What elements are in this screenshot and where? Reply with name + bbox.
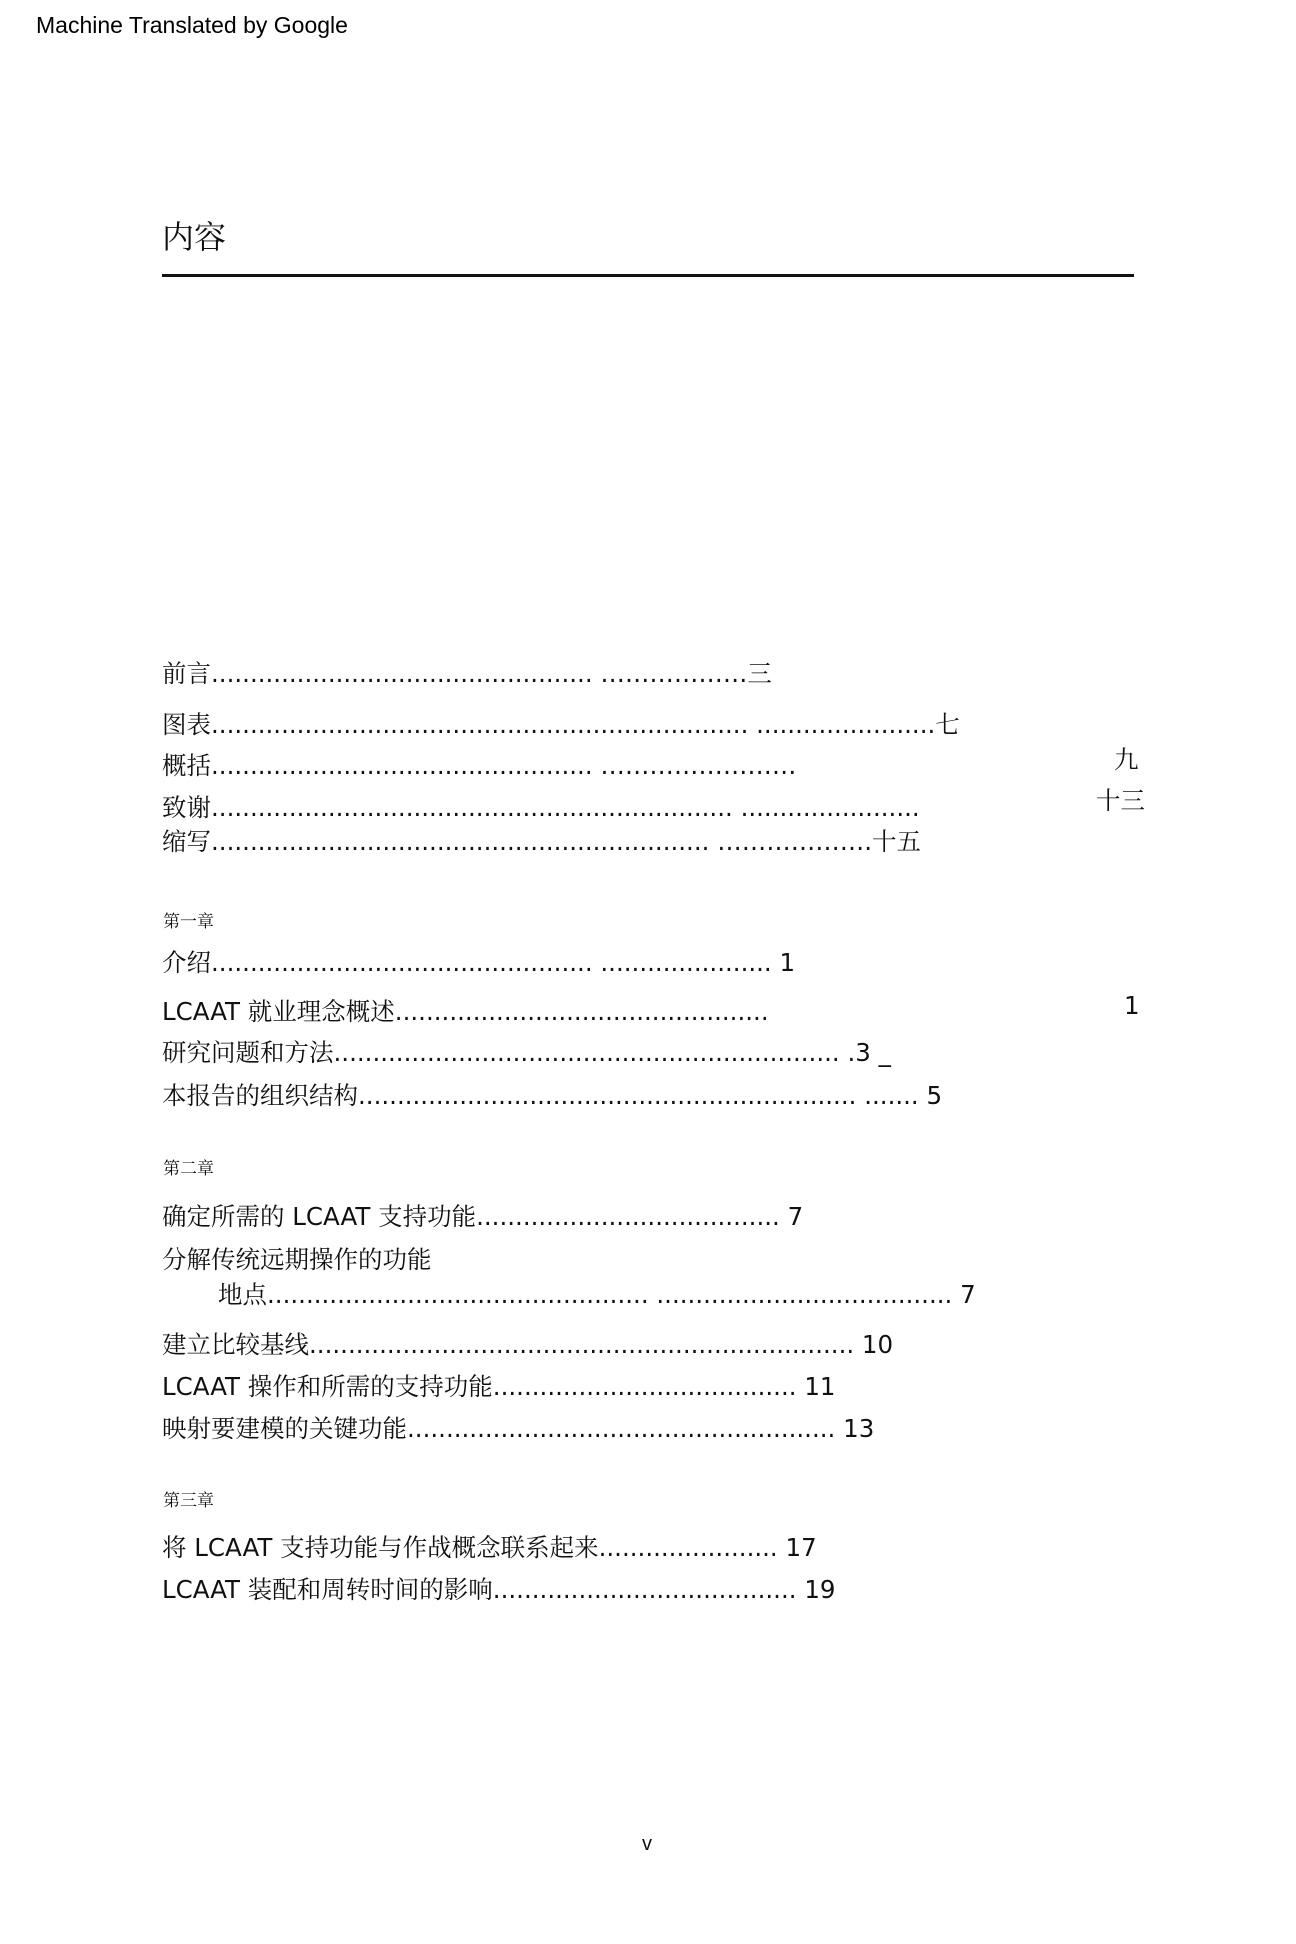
toc-page-ack: 十三 (1096, 786, 1145, 815)
chapter-three-heading: 第三章 (163, 1491, 214, 1511)
toc-entry-required-functions[interactable]: 确定所需的 LCAAT 支持功能....................................... 7 (162, 1202, 804, 1231)
toc-page-summary: 九 (1114, 745, 1139, 774)
toc-entry-location[interactable]: 地点................................................. ...................................... 7 (218, 1280, 976, 1309)
chapter-one-heading: 第一章 (163, 912, 214, 932)
toc-entry-decompose-functions[interactable]: 分解传统远期操作的功能 (162, 1245, 432, 1274)
toc-entry-abbr[interactable]: 缩写................................................................ ……………….十五 (162, 827, 921, 856)
toc-entry-mapping-functions[interactable]: 映射要建模的关键功能....................................................... 13 (162, 1414, 875, 1443)
toc-entry-ack[interactable]: 致谢................................................................... ....................... (162, 793, 920, 822)
chapter-two-heading: 第二章 (163, 1159, 214, 1179)
toc-entry-report-organization[interactable]: 本报告的组织结构................................................................ ....... 5 (162, 1081, 943, 1110)
toc-page-lcaat-overview: 1 (1124, 991, 1140, 1020)
toc-entry-baseline[interactable]: 建立比较基线...................................................................... 10 (162, 1330, 894, 1359)
toc-entry-link-concepts[interactable]: 将 LCAAT 支持功能与作战概念联系起来....................... 17 (162, 1533, 817, 1562)
toc-entry-figures[interactable]: 图表..................................................................... .......................七 (162, 710, 960, 739)
page-number: v (642, 1833, 652, 1855)
toc-entry-preface[interactable]: 前言................................................. ………………三 (162, 659, 772, 688)
toc-entry-summary[interactable]: 概括................................................. …………………… (162, 751, 797, 780)
toc-entry-assembly-turnaround[interactable]: LCAAT 装配和周转时间的影响....................................... 19 (162, 1575, 836, 1604)
toc-entry-introduction[interactable]: 介绍................................................. ...................... 1 (162, 948, 796, 977)
toc-title: 内容 (162, 218, 227, 256)
toc-entry-lcaat-operations[interactable]: LCAAT 操作和所需的支持功能....................................... 11 (162, 1372, 836, 1401)
machine-translation-banner: Machine Translated by Google (36, 12, 348, 38)
toc-entry-research-questions[interactable]: 研究问题和方法................................................................. .3 _ (162, 1038, 891, 1067)
toc-entry-lcaat-overview[interactable]: LCAAT 就业理念概述................................................ (162, 997, 769, 1026)
title-rule (162, 274, 1134, 277)
